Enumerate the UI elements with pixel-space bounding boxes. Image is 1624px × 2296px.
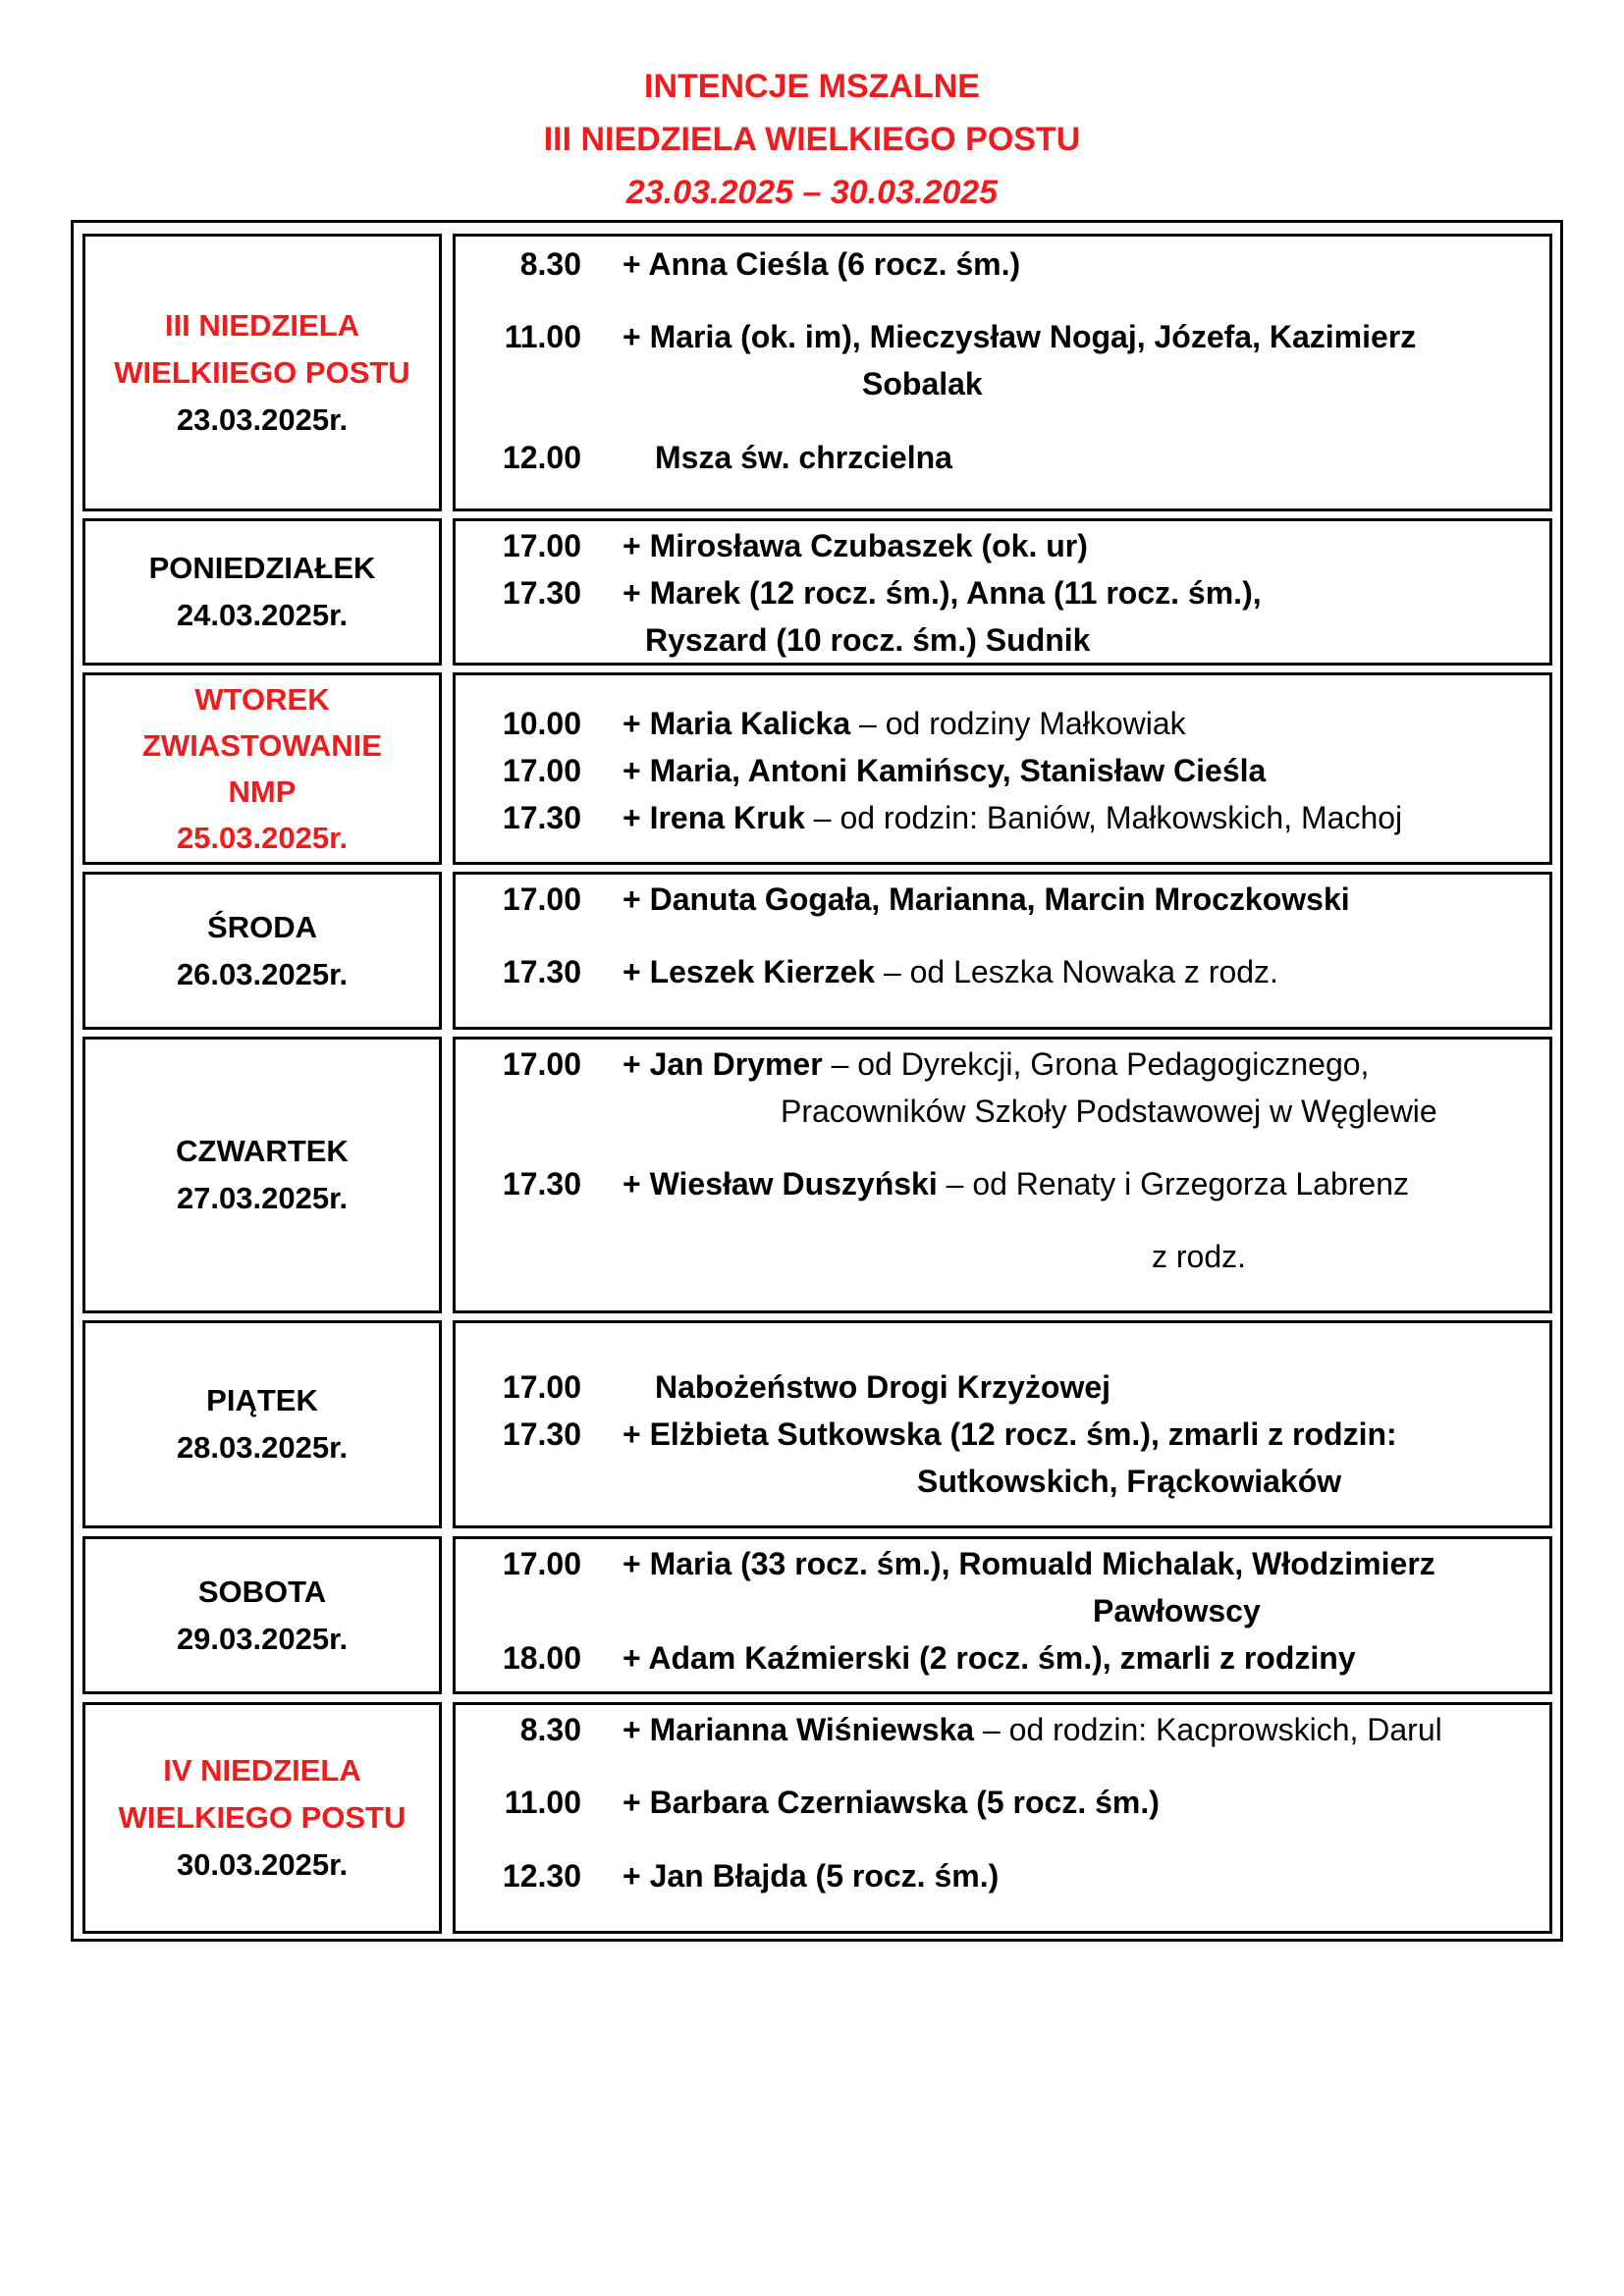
mass-intention: + Irena Kruk – od rodzin: Baniów, Małkowskich, Machoj bbox=[623, 800, 1403, 835]
day-name-line: PONIEDZIAŁEK bbox=[148, 551, 376, 585]
day-date: 30.03.2025r. bbox=[176, 1847, 349, 1882]
mass-intention-continuation: Ryszard (10 rocz. śm.) Sudnik bbox=[645, 622, 1091, 658]
day-cell-sunday-23 bbox=[82, 234, 442, 511]
mass-intention: + Adam Kaźmierski (2 rocz. śm.), zmarli z rodziny bbox=[623, 1640, 1356, 1676]
day-name-line: NMP bbox=[228, 774, 297, 809]
mass-time: 8.30 bbox=[519, 1712, 581, 1747]
day-name-line: CZWARTEK bbox=[176, 1134, 349, 1168]
day-name-line: WIELKIEGO POSTU bbox=[118, 1800, 406, 1835]
header-date-range: 23.03.2025 – 30.03.2025 bbox=[625, 174, 999, 211]
mass-time: 17.30 bbox=[502, 1416, 581, 1452]
day-cell-tuesday-25 bbox=[82, 672, 442, 865]
mass-intention: + Anna Cieśla (6 rocz. śm.) bbox=[623, 246, 1021, 282]
day-cell-friday-28 bbox=[82, 1320, 442, 1528]
entries-cell-saturday-29 bbox=[453, 1536, 1552, 1694]
day-date: 27.03.2025r. bbox=[176, 1181, 349, 1215]
day-name-line: ŚRODA bbox=[207, 909, 317, 944]
mass-time: 17.30 bbox=[502, 575, 581, 611]
day-name-line: WIELKIIEGO POSTU bbox=[114, 354, 410, 390]
entries-cell-tuesday-25 bbox=[453, 672, 1552, 865]
mass-intention: Nabożeństwo Drogi Krzyżowej bbox=[655, 1369, 1111, 1405]
mass-intention: + Marianna Wiśniewska – od rodzin: Kacprowskich, Darul bbox=[623, 1712, 1442, 1747]
mass-intention-continuation: Pawłowscy bbox=[1093, 1593, 1261, 1629]
mass-intention: + Maria Kalicka – od rodziny Małkowiak bbox=[623, 706, 1186, 741]
day-date: 26.03.2025r. bbox=[176, 956, 349, 991]
mass-time: 17.30 bbox=[502, 800, 581, 835]
mass-intention-continuation: Sobalak bbox=[862, 366, 983, 401]
mass-time: 17.00 bbox=[502, 753, 581, 788]
mass-intention: + Maria, Antoni Kamińscy, Stanisław Cieśla bbox=[623, 753, 1267, 788]
day-date: 24.03.2025r. bbox=[176, 598, 349, 632]
day-cell-sunday-30 bbox=[82, 1702, 442, 1934]
mass-time: 17.00 bbox=[502, 1546, 581, 1581]
mass-intention: + Wiesław Duszyński – od Renaty i Grzegorza Labrenz bbox=[623, 1166, 1409, 1201]
mass-time: 12.30 bbox=[502, 1858, 581, 1894]
day-date: 28.03.2025r. bbox=[176, 1430, 349, 1465]
mass-intention: + Danuta Gogała, Marianna, Marcin Mroczkowski bbox=[623, 881, 1350, 917]
day-cell-wednesday-26 bbox=[82, 872, 442, 1030]
day-name-line: III NIEDZIELA bbox=[164, 307, 360, 343]
mass-time: 17.30 bbox=[502, 1166, 581, 1201]
mass-time: 17.30 bbox=[502, 954, 581, 989]
day-date: 25.03.2025r. bbox=[176, 821, 349, 855]
entries-cell-sunday-30 bbox=[453, 1702, 1552, 1934]
entries-cell-friday-28 bbox=[453, 1320, 1552, 1528]
mass-intention: + Barbara Czerniawska (5 rocz. śm.) bbox=[623, 1785, 1160, 1820]
mass-intention: + Marek (12 rocz. śm.), Anna (11 rocz. śm.), bbox=[623, 575, 1262, 611]
mass-time: 8.30 bbox=[519, 246, 581, 282]
day-cell-monday-24 bbox=[82, 518, 442, 666]
mass-time: 10.00 bbox=[502, 706, 581, 741]
day-name-line: ZWIASTOWANIE bbox=[142, 728, 382, 763]
day-cell-saturday-29 bbox=[82, 1536, 442, 1694]
mass-time: 11.00 bbox=[504, 1785, 581, 1820]
day-cell-thursday-27 bbox=[82, 1037, 442, 1313]
entries-cell-wednesday-26 bbox=[453, 872, 1552, 1030]
entries-cell-thursday-27 bbox=[453, 1037, 1552, 1313]
mass-time: 18.00 bbox=[502, 1640, 581, 1676]
day-name-line: PIĄTEK bbox=[206, 1383, 318, 1417]
entries-cell-sunday-23 bbox=[453, 234, 1552, 511]
entries-cell-monday-24 bbox=[453, 518, 1552, 666]
mass-intention: + Maria (ok. im), Mieczysław Nogaj, Józefa, Kazimierz bbox=[623, 319, 1417, 354]
mass-time: 17.00 bbox=[502, 881, 581, 917]
mass-time: 17.00 bbox=[502, 1046, 581, 1082]
day-name-line: WTOREK bbox=[194, 682, 330, 717]
mass-time: 12.00 bbox=[502, 440, 581, 475]
mass-intention: Msza św. chrzcielna bbox=[655, 440, 952, 475]
header-subtitle: III NIEDZIELA WIELKIEGO POSTU bbox=[543, 121, 1081, 158]
mass-intention: + Jan Drymer – od Dyrekcji, Grona Pedagogicznego, bbox=[623, 1046, 1370, 1082]
mass-time: 17.00 bbox=[502, 528, 581, 563]
day-date: 29.03.2025r. bbox=[176, 1621, 349, 1656]
mass-intention: + Elżbieta Sutkowska (12 rocz. śm.), zmarli z rodzin: bbox=[623, 1416, 1397, 1452]
mass-intention: + Mirosława Czubaszek (ok. ur) bbox=[623, 528, 1088, 563]
mass-intention: + Maria (33 rocz. śm.), Romuald Michalak, Włodzimierz bbox=[623, 1546, 1435, 1581]
day-date: 23.03.2025r. bbox=[176, 401, 349, 437]
day-name-line: SOBOTA bbox=[197, 1574, 327, 1609]
mass-intention-continuation: Sutkowskich, Frąckowiaków bbox=[917, 1464, 1342, 1499]
mass-time: 17.00 bbox=[502, 1369, 581, 1405]
mass-intention-continuation: Pracowników Szkoły Podstawowej w Węglewie bbox=[781, 1094, 1437, 1129]
mass-time: 11.00 bbox=[504, 319, 581, 354]
mass-intention: + Leszek Kierzek – od Leszka Nowaka z rodz. bbox=[623, 954, 1278, 989]
mass-intention: + Jan Błajda (5 rocz. śm.) bbox=[623, 1858, 1000, 1894]
header-title: INTENCJE MSZALNE bbox=[644, 68, 980, 105]
day-name-line: IV NIEDZIELA bbox=[163, 1753, 361, 1788]
mass-intention-continuation: z rodz. bbox=[1152, 1239, 1247, 1274]
